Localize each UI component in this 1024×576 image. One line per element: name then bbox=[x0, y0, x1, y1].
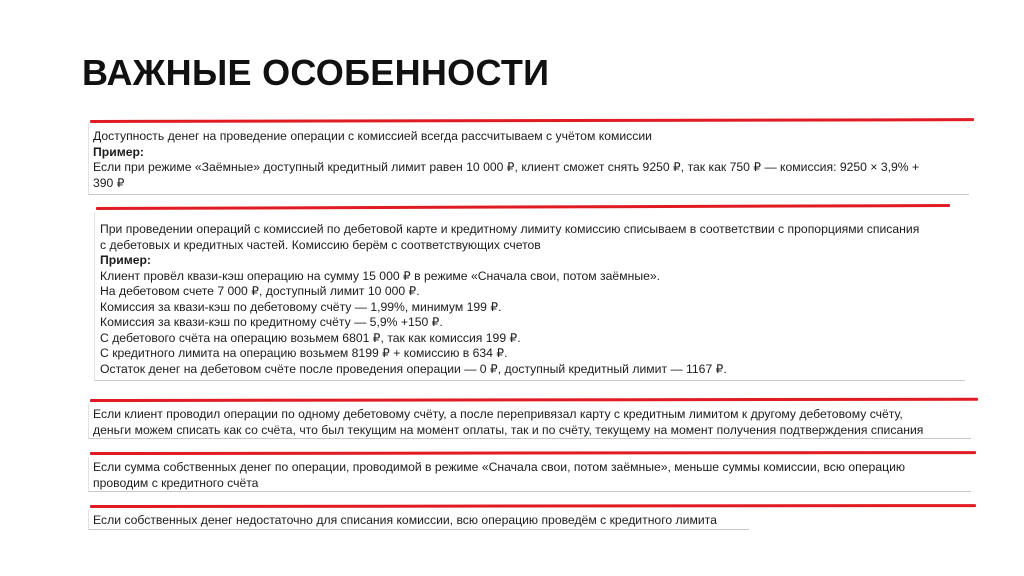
example-line: С дебетового счёта на операцию возьмем 6801 ₽, так как комиссия 199 ₽. bbox=[100, 330, 521, 345]
section-divider bbox=[96, 204, 950, 210]
example-label: Пример: bbox=[100, 253, 151, 267]
section-divider bbox=[90, 398, 978, 402]
section-4-text: Если сумма собственных денег по операции, проводимой в режиме «Сначала свои, потом заёмные», меньше суммы комиссии, всю операцию bbox=[93, 460, 906, 474]
section-divider bbox=[90, 451, 976, 455]
example-line: Комиссия за квази-кэш по кредитному счёту — 5,9% +150 ₽. bbox=[100, 315, 443, 329]
section-divider bbox=[90, 504, 976, 508]
example-line: Если при режиме «Заёмные» доступный кредитный лимит равен 10 000 ₽, клиент сможет снять 9250 ₽, так как 750 ₽ — комиссия: 9250 × 3,9% + bbox=[93, 160, 920, 174]
section-2-text: При проведении операций с комиссией по дебетовой карте и кредитному лимиту комиссию списываем в соответствии с пропорциями списания bbox=[100, 222, 920, 236]
example-line: Комиссия за квази-кэш по дебетовому счёту — 1,99%, минимум 199 ₽. bbox=[100, 299, 502, 314]
section-5 bbox=[93, 513, 717, 529]
section-2-text: с дебетовых и кредитных частей. Комиссию берём с соответствующих счетов bbox=[100, 237, 541, 252]
section-5-text: Если собственных денег недостаточно для списания комиссии, всю операцию проведём с кредитного лимита bbox=[93, 513, 717, 527]
example-line: Клиент провёл квази-кэш операцию на сумму 15 000 ₽ в режиме «Сначала свои, потом заёмные». bbox=[100, 268, 661, 283]
example-line: Остаток денег на дебетовом счёте после проведения операции — 0 ₽, доступный кредитный лимит — 1167 ₽. bbox=[100, 361, 727, 376]
section-1-text: Доступность денег на проведение операции с комиссией всегда рассчитываем с учётом комиссии bbox=[93, 129, 652, 143]
example-line: На дебетовом счете 7 000 ₽, доступный лимит 10 000 ₽. bbox=[100, 284, 420, 298]
section-3-text: деньги можем списать как со счёта, что был текущим на момент оплаты, так и по счёту, текущему на момент получения подтверждения списания bbox=[93, 422, 924, 437]
example-label: Пример: bbox=[93, 144, 144, 159]
example-line: С кредитного лимита на операцию возьмем 8199 ₽ + комиссию в 634 ₽. bbox=[100, 346, 508, 360]
section-1 bbox=[93, 129, 919, 191]
section-divider bbox=[90, 118, 974, 123]
section-3 bbox=[93, 407, 923, 438]
example-line: 390 ₽ bbox=[93, 175, 125, 190]
section-3-text: Если клиент проводил операции по одному дебетовому счёту, а после перепривязал карту с кредитным лимитом к другому дебетовому счёту, bbox=[93, 407, 903, 421]
page-title: ВАЖНЫЕ ОСОБЕННОСТИ bbox=[82, 52, 550, 93]
section-4 bbox=[93, 460, 905, 491]
section-4-text: проводим с кредитного счёта bbox=[93, 475, 259, 490]
section-2 bbox=[100, 222, 919, 377]
